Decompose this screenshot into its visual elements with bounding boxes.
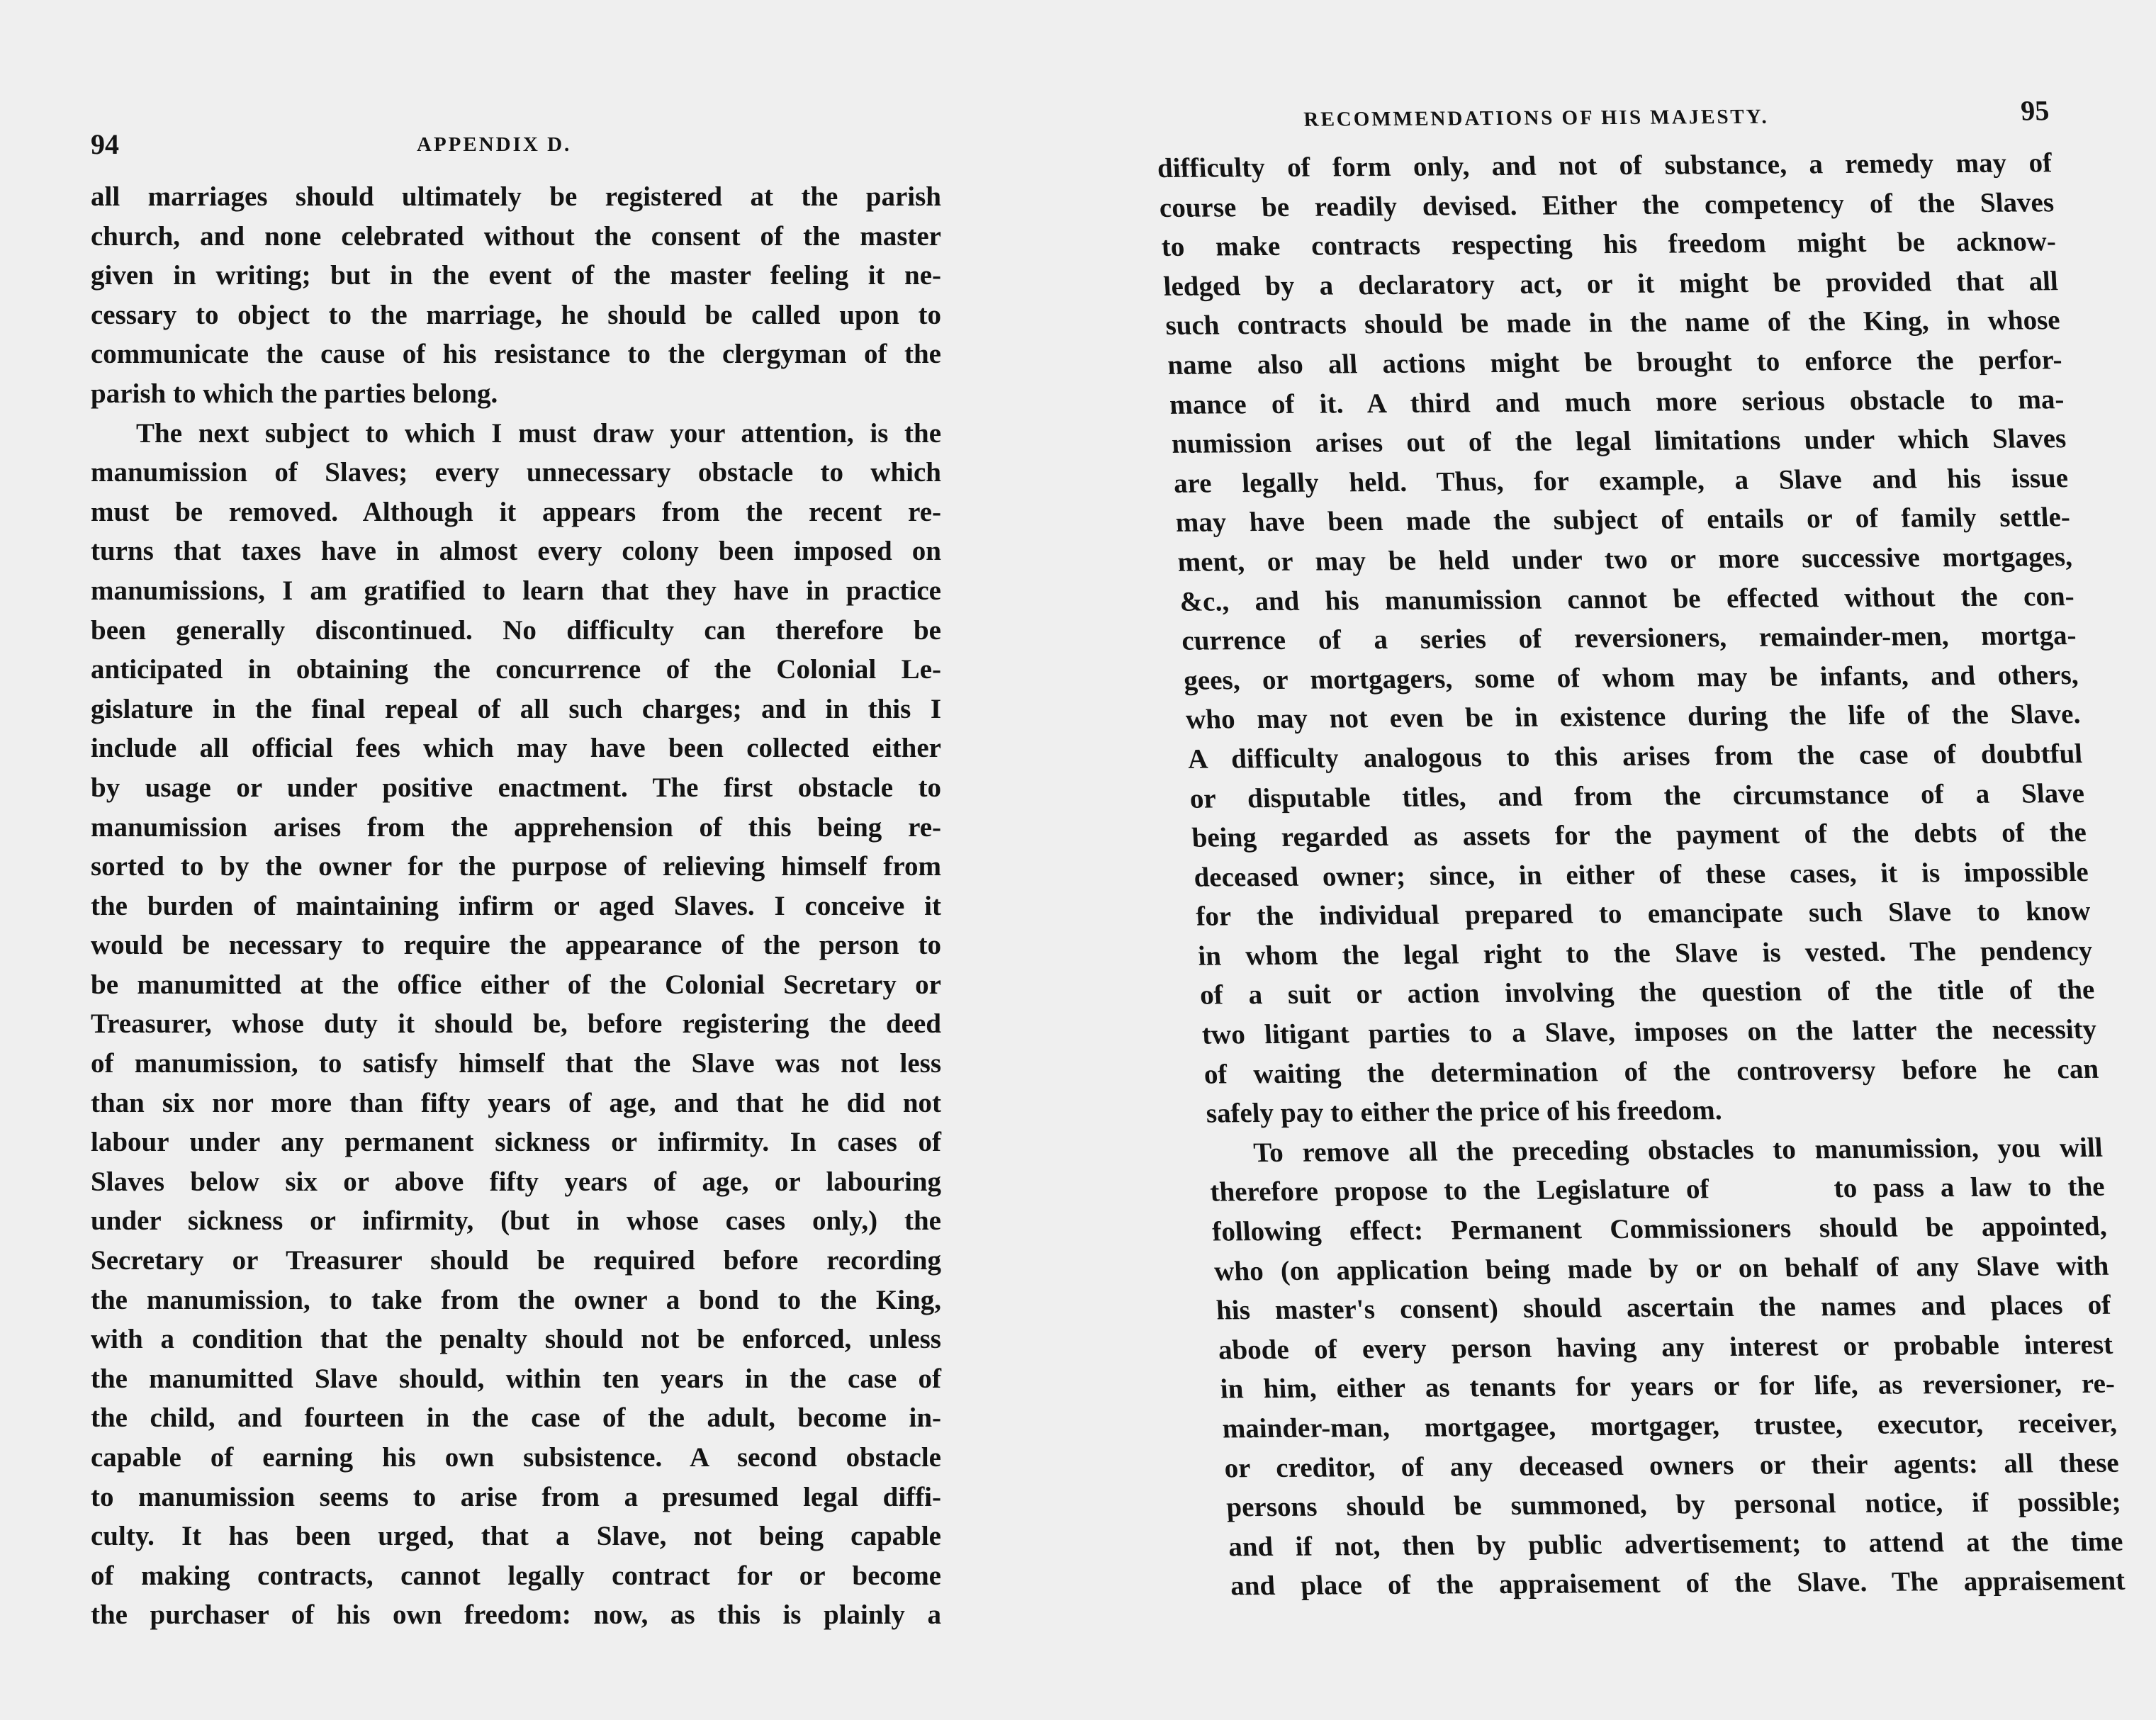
text-line: been generally discontinued. No difficulty can therefore be [91, 614, 941, 646]
text-line: sorted to by the owner for the purpose of relieving himself from [91, 851, 941, 882]
text-line: to manumission seems to arise from a presumed legal diffi- [91, 1481, 941, 1512]
text-line: deceased owner; since, in either of these cases, it is impossible [1193, 856, 2089, 893]
text-line: the manumitted Slave should, within ten years in the case of [91, 1363, 941, 1394]
text-line: following effect: Permanent Commissioners should be appointed, [1211, 1210, 2108, 1247]
text-line: mance of it. A third and much more serious obstacle to ma- [1169, 383, 2065, 420]
right-page-header [1154, 94, 2051, 149]
text-line: Treasurer, whose duty it should be, before registering the deed [91, 1008, 941, 1040]
text-line: labour under any permanent sickness or infirmity. In cases of [91, 1127, 941, 1158]
text-line: two litigant parties to a Slave, imposes on the latter the necessity [1201, 1013, 2098, 1050]
text-line: ment, or may be held under two or more successive mortgages, [1177, 541, 2073, 578]
text-line: his master's consent) should ascertain the names and places of [1215, 1290, 2112, 1326]
text-line: cessary to object to the marriage, he should be called upon to [91, 299, 941, 330]
text-line: are legally held. Thus, for example, a Slave and his issue [1172, 462, 2070, 499]
right-page-body [1157, 143, 2126, 1606]
text-line: gislature in the final repeal of all such charges; and in this I [91, 693, 941, 724]
text-line: difficulty of form only, and not of substance, a remedy may of [1156, 147, 2053, 184]
page-number: 94 [91, 128, 119, 160]
text-segment: to pass a law to the [1833, 1171, 2106, 1204]
text-line: Slaves below six or above fifty years of age, or labouring [91, 1166, 941, 1197]
left-page-header [91, 128, 941, 177]
text-line: the burden of maintaining infirm or aged Slaves. I conceive it [91, 890, 941, 921]
text-line: course be readily devised. Either the competency of the Slaves [1158, 186, 2055, 223]
text-line: and place of the appraisement of the Slave. The appraisement [1230, 1566, 2126, 1602]
text-line: A difficulty analogous to this arises from the case of doubtful [1186, 738, 2084, 775]
text-line: ledged by a declaratory act, or it might be provided that all [1162, 266, 2059, 302]
text-line: manumission arises from the apprehension of this being re- [91, 811, 941, 843]
text-segment: therefore propose to the Legislature of [1209, 1174, 1710, 1208]
text-line: for the individual prepared to emancipate such Slave to know [1195, 896, 2092, 932]
text-line: culty. It has been urged, that a Slave, not being capable [91, 1521, 941, 1552]
text-line: of waiting the determination of the controversy before he can [1203, 1053, 2099, 1090]
left-page [91, 128, 941, 1635]
text-line: &c., and his manumission cannot be effected without the con- [1179, 580, 2075, 617]
text-line: all marriages should ultimately be registered at the parish [91, 181, 941, 212]
text-line: be manumitted at the office either of the Colonial Secretary or [91, 969, 941, 1000]
text-line: anticipated in obtaining the concurrence of the Colonial Le- [91, 654, 941, 685]
text-line: numission arises out of the legal limitations under which Slaves [1170, 423, 2067, 460]
text-line: the manumission, to take from the owner a bond to the King, [91, 1284, 941, 1315]
text-line: who (on application being made by or on behalf of any Slave with [1213, 1250, 2110, 1287]
page-number: 95 [2020, 94, 2050, 127]
text-line: may have been made the subject of entails or of family settle- [1174, 502, 2071, 539]
running-head: RECOMMENDATIONS OF HIS MAJESTY. [1303, 105, 1770, 131]
text-line: parish to which the parties belong. [91, 378, 498, 409]
text-line: given in writing; but in the event of the master feeling it ne- [91, 260, 941, 291]
text-line: include all official fees which may have been collected either [91, 733, 941, 764]
left-page-body [91, 177, 941, 1635]
text-line: who may not even be in existence during the life of the Slave. [1185, 699, 2082, 736]
text-line: in him, either as tenants for years or for life, as reversioner, re- [1219, 1368, 2116, 1405]
right-page [1154, 94, 2126, 1606]
text-line: turns that taxes have in almost every colony been imposed on [91, 536, 941, 567]
text-line: communicate the cause of his resistance to the clergyman of the [91, 339, 941, 370]
text-line: such contracts should be made in the name of the King, in whose [1164, 305, 2061, 342]
text-line: manumissions, I am gratified to learn that they have in practice [91, 575, 941, 606]
text-line: abode of every person having any interest or probable interest [1217, 1329, 2114, 1366]
running-head: APPENDIX D. [417, 133, 572, 156]
text-line: with a condition that the penalty should not be enforced, unless [91, 1324, 941, 1355]
text-line: the purchaser of his own freedom: now, as this is plainly a [91, 1600, 941, 1631]
text-line: church, and none celebrated without the consent of the master [91, 220, 941, 252]
text-line: capable of earning his own subsistence. A second obstacle [91, 1442, 941, 1473]
text-line: the child, and fourteen in the case of the adult, become in- [91, 1403, 941, 1434]
text-line: Secretary or Treasurer should be required before recording [91, 1245, 941, 1276]
text-line: being regarded as assets for the payment of the debts of the [1191, 817, 2087, 853]
text-line: currence of a series of reversioners, remainder-men, mortga- [1181, 620, 2077, 656]
text-line: name also all actions might be brought to enforce the perfor- [1167, 344, 2063, 381]
text-line: To remove all the preceding obstacles to manumission, you will [1252, 1132, 2104, 1169]
text-line: of a suit or action involving the question of the title of the [1199, 974, 2096, 1011]
text-line: must be removed. Although it appears from the recent re- [91, 496, 941, 527]
text-line: to make contracts respecting his freedom might be acknow- [1160, 226, 2057, 263]
text-line: gees, or mortgagers, some of whom may be infants, and others, [1183, 659, 2079, 696]
text-line: would be necessary to require the appearance of the person to [91, 930, 941, 961]
text-line: under sickness or infirmity, (but in whose cases only,) the [91, 1205, 941, 1237]
text-line: The next subject to which I must draw your attention, is the [136, 417, 941, 449]
text-line: persons should be summoned, by personal notice, if possible; [1225, 1486, 2122, 1523]
text-line: or disputable titles, and from the circumstance of a Slave [1189, 777, 2085, 814]
text-line: in whom the legal right to the Slave is vested. The pendency [1197, 935, 2094, 972]
text-line: of making contracts, cannot legally contract for or become [91, 1560, 941, 1591]
text-line: manumission of Slaves; every unnecessary obstacle to which [91, 457, 941, 488]
text-line: than six nor more than fifty years of age, and that he did not [91, 1087, 941, 1118]
text-line [1209, 1167, 2106, 1212]
text-line: safely pay to either the price of his freedom. [1205, 1095, 1723, 1129]
text-line: and if not, then by public advertisement; to attend at the time [1228, 1526, 2124, 1563]
text-line: by usage or under positive enactment. The first obstacle to [91, 772, 941, 803]
text-line: mainder-man, mortgagee, mortgager, trustee, executor, receiver, [1221, 1407, 2118, 1444]
text-line: of manumission, to satisfy himself that the Slave was not less [91, 1048, 941, 1079]
text-line: or creditor, of any deceased owners or their agents: all these [1223, 1447, 2120, 1484]
